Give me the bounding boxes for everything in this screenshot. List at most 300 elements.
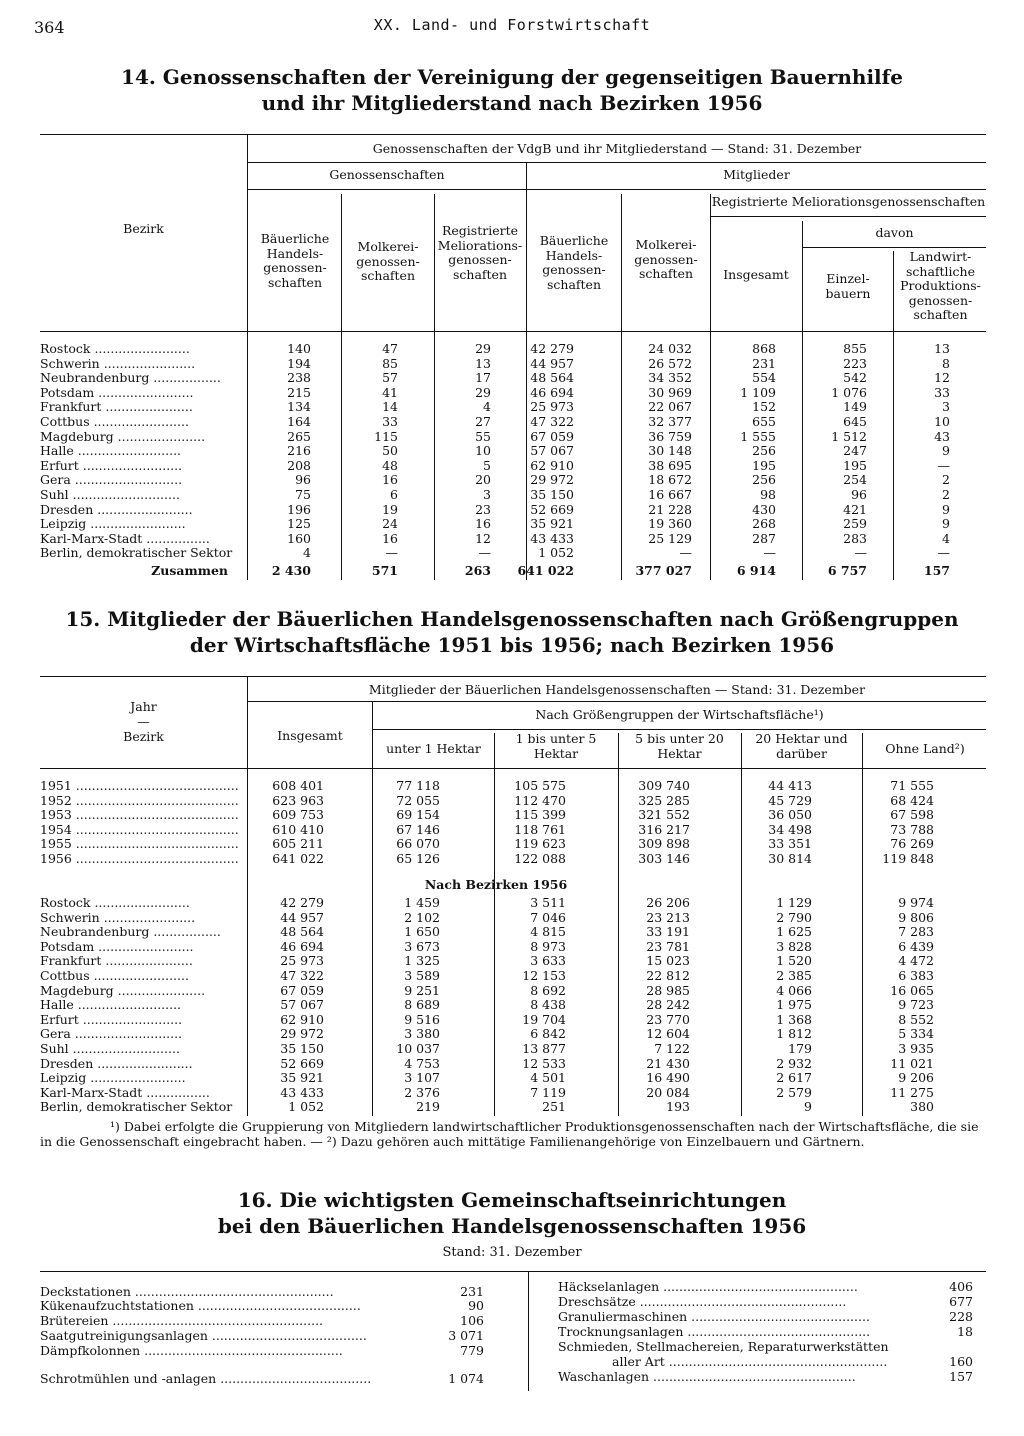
cell-value: 571 bbox=[371, 563, 398, 578]
cell-value: 2 385 bbox=[776, 968, 812, 983]
cell-value: 1 512 bbox=[831, 428, 867, 444]
list-item bbox=[558, 1355, 988, 1370]
cell-value: 9 516 bbox=[404, 1011, 440, 1027]
cell-value: 47 bbox=[382, 341, 398, 356]
cell-value: 11 021 bbox=[890, 1055, 934, 1071]
row-label: Gera ........................... bbox=[40, 1027, 183, 1042]
cell-value: 623 963 bbox=[272, 792, 324, 808]
cell-value: 8 692 bbox=[530, 982, 566, 998]
t15-head-jahr: Jahr bbox=[130, 699, 157, 714]
cell-value: 10 bbox=[475, 443, 491, 459]
cell-value: 96 bbox=[295, 472, 311, 488]
item-label: Deckstationen .................................................. bbox=[40, 1285, 334, 1299]
cell-value: 66 070 bbox=[396, 836, 440, 852]
cell-value: 309 898 bbox=[638, 836, 690, 852]
cell-value: 33 191 bbox=[646, 924, 690, 940]
item-label: Dämpfkolonnen .................................................. bbox=[40, 1344, 343, 1358]
cell-value: 12 153 bbox=[522, 968, 566, 983]
cell-value: 6 914 bbox=[736, 563, 776, 578]
cell-value: 65 126 bbox=[396, 851, 440, 866]
row-label: 1951 ......................................... bbox=[40, 779, 239, 793]
cell-value: — bbox=[937, 457, 950, 473]
list-item bbox=[558, 1340, 988, 1355]
t14-head-davon: davon bbox=[875, 225, 914, 240]
cell-value: 9 bbox=[804, 1099, 812, 1115]
cell-value: 112 470 bbox=[514, 792, 566, 808]
cell-value: 1 520 bbox=[776, 953, 812, 969]
cell-value: 4 bbox=[303, 545, 311, 561]
cell-value: 33 bbox=[934, 384, 950, 400]
row-label: Karl-Marx-Stadt ................ bbox=[40, 531, 210, 546]
cell-value: 13 bbox=[475, 355, 491, 371]
cell-value: 140 bbox=[287, 341, 311, 356]
cell-value: 19 bbox=[382, 501, 398, 517]
cell-value: 3 633 bbox=[530, 953, 566, 969]
cell-value: 13 877 bbox=[522, 1041, 566, 1056]
item-label: Brütereien ..................................................... bbox=[40, 1314, 324, 1328]
row-label: Potsdam ........................ bbox=[40, 385, 194, 400]
cell-value: 256 bbox=[752, 443, 776, 459]
table14-title-line2: und ihr Mitgliederstand nach Bezirken 1956 bbox=[261, 91, 763, 115]
list-item bbox=[558, 1295, 988, 1310]
item-label: Granuliermaschinen ............................................. bbox=[558, 1310, 870, 1324]
cell-value: 9 bbox=[942, 443, 950, 459]
row-label: Erfurt ......................... bbox=[40, 458, 183, 473]
list-item bbox=[558, 1280, 988, 1295]
cell-value: 14 bbox=[382, 399, 398, 415]
cell-value: 134 bbox=[287, 399, 311, 415]
cell-value: 655 bbox=[752, 414, 776, 429]
cell-value: 24 bbox=[382, 516, 398, 532]
cell-value: 35 921 bbox=[530, 516, 574, 532]
cell-value: 122 088 bbox=[514, 851, 566, 866]
cell-value: 52 669 bbox=[280, 1055, 324, 1071]
cell-value: 44 957 bbox=[530, 355, 574, 371]
cell-value: 430 bbox=[752, 501, 776, 517]
cell-value: 19 704 bbox=[522, 1011, 566, 1027]
cell-value: 52 669 bbox=[530, 501, 574, 517]
cell-value: 4 472 bbox=[898, 953, 934, 969]
t14-head-regmel: Registrierte Meliorationsgenossenschaften bbox=[711, 194, 986, 209]
cell-value: 17 bbox=[475, 370, 491, 386]
table16-title-line2: bei den Bäuerlichen Handelsgenossenschaften 1956 bbox=[217, 1214, 807, 1238]
t15-col-head: Ohne Land²) bbox=[885, 741, 965, 756]
cell-value: — bbox=[478, 545, 491, 561]
row-label: Schwerin ....................... bbox=[40, 356, 196, 371]
cell-value: 641 022 bbox=[272, 851, 324, 866]
row-label: Frankfurt ...................... bbox=[40, 954, 193, 969]
cell-value: 27 bbox=[475, 414, 491, 429]
cell-value: — bbox=[385, 545, 398, 561]
cell-value: 3 380 bbox=[404, 1026, 440, 1042]
cell-value: — bbox=[937, 545, 950, 561]
cell-value: 287 bbox=[752, 530, 776, 546]
cell-value: 42 279 bbox=[280, 895, 324, 910]
row-label: Karl-Marx-Stadt ................ bbox=[40, 1085, 210, 1100]
cell-value: 1 076 bbox=[831, 384, 867, 400]
cell-value: 321 552 bbox=[638, 807, 690, 823]
cell-value: 71 555 bbox=[890, 778, 934, 793]
cell-value: 421 bbox=[843, 501, 867, 517]
row-label: Erfurt ......................... bbox=[40, 1012, 183, 1027]
cell-value: 119 848 bbox=[882, 851, 934, 866]
cell-value: 6 757 bbox=[827, 563, 867, 578]
cell-value: 29 bbox=[475, 341, 491, 356]
row-label: Zusammen bbox=[151, 564, 228, 578]
cell-value: 7 046 bbox=[530, 909, 566, 925]
cell-value: 259 bbox=[843, 516, 867, 532]
cell-value: 28 242 bbox=[646, 997, 690, 1013]
cell-value: 76 269 bbox=[890, 836, 934, 852]
cell-value: 67 059 bbox=[530, 428, 574, 444]
row-label: Gera ........................... bbox=[40, 473, 183, 488]
t15-head-dash: — bbox=[137, 714, 150, 729]
cell-value: 1 650 bbox=[404, 924, 440, 940]
cell-value: 8 552 bbox=[898, 1011, 934, 1027]
cell-value: 55 bbox=[475, 428, 491, 444]
cell-value: 23 213 bbox=[646, 909, 690, 925]
cell-value: 23 781 bbox=[646, 938, 690, 954]
cell-value: 11 275 bbox=[890, 1084, 934, 1100]
cell-value: 380 bbox=[910, 1099, 934, 1115]
cell-value: 33 bbox=[382, 414, 398, 429]
cell-value: 3 673 bbox=[404, 938, 440, 954]
cell-value: 25 129 bbox=[648, 530, 692, 546]
cell-value: 125 bbox=[287, 516, 311, 532]
row-label: Potsdam ........................ bbox=[40, 939, 194, 954]
cell-value: 41 bbox=[382, 384, 398, 400]
cell-value: 2 bbox=[942, 472, 950, 488]
t14-col-head: Bäuerliche Handels- genossen- schaften bbox=[539, 233, 609, 292]
cell-value: 35 150 bbox=[530, 487, 574, 502]
cell-value: 16 065 bbox=[890, 982, 934, 998]
cell-value: 26 572 bbox=[648, 355, 692, 371]
cell-value: 9 251 bbox=[404, 982, 440, 998]
item-label: Saatgutreinigungsanlagen ....................................... bbox=[40, 1329, 367, 1343]
cell-value: 57 067 bbox=[280, 997, 324, 1013]
cell-value: 25 973 bbox=[530, 399, 574, 415]
cell-value: 1 625 bbox=[776, 924, 812, 940]
row-label: Dresden ........................ bbox=[40, 502, 193, 517]
cell-value: 19 360 bbox=[648, 516, 692, 532]
cell-value: 283 bbox=[843, 530, 867, 546]
cell-value: 69 154 bbox=[396, 807, 440, 823]
cell-value: 4 bbox=[942, 530, 950, 546]
cell-value: 115 bbox=[374, 428, 398, 444]
cell-value: 42 279 bbox=[530, 341, 574, 356]
row-label: Neubrandenburg ................. bbox=[40, 371, 221, 386]
cell-value: 26 206 bbox=[646, 895, 690, 910]
table16-title-line1: 16. Die wichtigsten Gemeinschaftseinrichtungen bbox=[237, 1188, 787, 1212]
cell-value: 67 598 bbox=[890, 807, 934, 823]
cell-value: 29 bbox=[475, 384, 491, 400]
cell-value: 605 211 bbox=[272, 836, 324, 852]
item-value: 18 bbox=[957, 1324, 973, 1339]
row-label: 1956 ......................................... bbox=[40, 852, 239, 866]
item-value: 157 bbox=[949, 1369, 973, 1384]
row-label: Cottbus ........................ bbox=[40, 969, 189, 983]
row-label: Frankfurt ...................... bbox=[40, 400, 193, 415]
cell-value: 157 bbox=[923, 563, 950, 578]
t15-col-head: 20 Hektar und darüber bbox=[755, 731, 848, 761]
item-value: 228 bbox=[949, 1309, 973, 1324]
cell-value: 7 122 bbox=[654, 1041, 690, 1056]
row-label: Dresden ........................ bbox=[40, 1056, 193, 1071]
item-label: Waschanlagen ................................................... bbox=[558, 1370, 856, 1384]
row-label: Berlin, demokratischer Sektor bbox=[40, 1100, 233, 1115]
row-label: Schwerin ....................... bbox=[40, 910, 196, 925]
t14-head-top: Genossenschaften der VdgB und ihr Mitgliederstand — Stand: 31. Dezember bbox=[372, 141, 862, 156]
t14-col-head: Bäuerliche Handels- genossen- schaften bbox=[260, 231, 330, 290]
cell-value: 3 511 bbox=[530, 895, 566, 910]
cell-value: 48 564 bbox=[280, 924, 324, 940]
cell-value: 35 150 bbox=[280, 1041, 324, 1056]
cell-value: 542 bbox=[843, 370, 867, 386]
cell-value: 35 921 bbox=[280, 1070, 324, 1086]
t15-head-insgesamt: Insgesamt bbox=[277, 728, 343, 743]
cell-value: 9 723 bbox=[898, 997, 934, 1013]
cell-value: 77 118 bbox=[396, 778, 440, 793]
cell-value: 309 740 bbox=[638, 778, 690, 793]
row-label: Suhl ........................... bbox=[40, 488, 180, 502]
cell-value: 20 bbox=[475, 472, 491, 488]
item-value: 231 bbox=[460, 1284, 484, 1299]
cell-value: 57 067 bbox=[530, 443, 574, 459]
cell-value: 10 037 bbox=[396, 1041, 440, 1056]
cell-value: 238 bbox=[287, 370, 311, 386]
item-label: Schmieden, Stellmachereien, Reparaturwerkstätten bbox=[558, 1340, 889, 1354]
cell-value: 8 689 bbox=[404, 997, 440, 1013]
cell-value: 6 439 bbox=[898, 938, 934, 954]
row-label: 1954 ......................................... bbox=[40, 822, 239, 837]
cell-value: 16 bbox=[382, 472, 398, 488]
item-label: Trocknungsanlagen .............................................. bbox=[558, 1325, 871, 1339]
cell-value: 2 790 bbox=[776, 909, 812, 925]
cell-value: 44 413 bbox=[768, 778, 812, 793]
cell-value: 67 146 bbox=[396, 821, 440, 837]
cell-value: 12 533 bbox=[522, 1055, 566, 1071]
cell-value: 7 283 bbox=[898, 924, 934, 940]
t14-col-head: Molkerei- genossen- schaften bbox=[634, 237, 698, 281]
cell-value: 1 975 bbox=[776, 997, 812, 1013]
cell-value: 16 667 bbox=[648, 487, 692, 502]
cell-value: 8 438 bbox=[530, 997, 566, 1013]
cell-value: 4 501 bbox=[530, 1070, 566, 1086]
t15-head-nach: Nach Größengruppen der Wirtschaftsfläche¹) bbox=[535, 707, 824, 722]
row-label: Berlin, demokratischer Sektor bbox=[40, 546, 233, 561]
t14-col-head: Landwirt- schaftliche Produktions- genossen- schaften bbox=[900, 249, 981, 322]
row-label: Magdeburg ...................... bbox=[40, 429, 206, 444]
t14-col-head: Insgesamt bbox=[723, 267, 789, 282]
cell-value: 9 206 bbox=[898, 1070, 934, 1086]
list-item bbox=[558, 1325, 988, 1340]
cell-value: 22 812 bbox=[646, 968, 690, 983]
cell-value: 22 067 bbox=[648, 399, 692, 415]
row-label: 1955 ......................................... bbox=[40, 837, 239, 852]
cell-value: 6 842 bbox=[530, 1026, 566, 1042]
row-label: Magdeburg ...................... bbox=[40, 983, 206, 998]
t15-col-head: 1 bis unter 5 Hektar bbox=[515, 731, 597, 761]
cell-value: 263 bbox=[464, 563, 491, 578]
item-label: Dreschsätze .................................................... bbox=[558, 1295, 847, 1309]
t15-head-top: Mitglieder der Bäuerlichen Handelsgenossenschaften — Stand: 31. Dezember bbox=[368, 682, 866, 697]
table15-title-line2: der Wirtschaftsfläche 1951 bis 1956; nach Bezirken 1956 bbox=[189, 633, 835, 657]
cell-value: 1 052 bbox=[288, 1099, 324, 1115]
list-item bbox=[40, 1344, 488, 1359]
cell-value: 4 753 bbox=[404, 1055, 440, 1071]
cell-value: 72 055 bbox=[396, 792, 440, 808]
cell-value: 608 401 bbox=[272, 778, 324, 793]
cell-value: 149 bbox=[843, 399, 867, 415]
cell-value: 13 bbox=[934, 341, 950, 356]
cell-value: 25 973 bbox=[280, 953, 324, 969]
cell-value: 215 bbox=[287, 384, 311, 400]
cell-value: 67 059 bbox=[280, 982, 324, 998]
t15-col-head: 5 bis unter 20 Hektar bbox=[635, 731, 724, 761]
list-item bbox=[558, 1370, 988, 1385]
cell-value: 24 032 bbox=[648, 341, 692, 356]
running-head: XX. Land- und Forstwirtschaft bbox=[373, 16, 651, 34]
cell-value: 118 761 bbox=[514, 821, 566, 837]
cell-value: 196 bbox=[287, 501, 311, 517]
cell-value: 48 564 bbox=[530, 370, 574, 386]
list-item bbox=[40, 1314, 488, 1329]
row-label: 1953 ......................................... bbox=[40, 808, 239, 823]
t14-col-head: Molkerei- genossen- schaften bbox=[356, 239, 420, 283]
cell-value: 4 066 bbox=[776, 982, 812, 998]
cell-value: 303 146 bbox=[638, 851, 690, 866]
cell-value: — bbox=[854, 545, 867, 561]
cell-value: 12 bbox=[934, 370, 950, 386]
cell-value: 68 424 bbox=[890, 792, 934, 808]
cell-value: 48 bbox=[382, 457, 398, 473]
cell-value: 2 376 bbox=[404, 1084, 440, 1100]
cell-value: 8 bbox=[942, 355, 950, 371]
t14-head-bezirk: Bezirk bbox=[123, 221, 164, 236]
cell-value: 119 623 bbox=[514, 836, 566, 852]
cell-value: 43 433 bbox=[280, 1084, 324, 1100]
page-number: 364 bbox=[34, 18, 65, 37]
cell-value: 34 498 bbox=[768, 821, 812, 837]
cell-value: 3 828 bbox=[776, 938, 812, 954]
cell-value: 9 bbox=[942, 516, 950, 532]
cell-value: 1 325 bbox=[404, 953, 440, 969]
t15-head-bezirk: Bezirk bbox=[123, 729, 164, 744]
cell-value: 2 617 bbox=[776, 1070, 812, 1086]
t15-subheading: Nach Bezirken 1956 bbox=[424, 877, 568, 892]
cell-value: 1 555 bbox=[740, 428, 776, 444]
cell-value: — bbox=[763, 545, 776, 561]
item-value: 677 bbox=[949, 1294, 973, 1309]
cell-value: 3 bbox=[483, 487, 491, 502]
row-label: Neubrandenburg ................. bbox=[40, 925, 221, 940]
cell-value: 15 023 bbox=[646, 953, 690, 969]
cell-value: 12 604 bbox=[646, 1026, 690, 1042]
cell-value: 10 bbox=[934, 414, 950, 429]
cell-value: 105 575 bbox=[514, 778, 566, 793]
cell-value: 85 bbox=[382, 355, 398, 371]
cell-value: 28 985 bbox=[646, 982, 690, 998]
cell-value: 316 217 bbox=[638, 821, 690, 837]
cell-value: 46 694 bbox=[530, 384, 574, 400]
t14-col-head: Registrierte Meliorations- genossen- schaften bbox=[437, 223, 523, 282]
cell-value: 609 753 bbox=[272, 807, 324, 823]
cell-value: 34 352 bbox=[648, 370, 692, 386]
cell-value: 21 430 bbox=[646, 1055, 690, 1071]
cell-value: 29 972 bbox=[530, 472, 574, 488]
item-label: Häckselanlagen ................................................. bbox=[558, 1280, 858, 1294]
cell-value: 2 bbox=[942, 487, 950, 502]
cell-value: 33 351 bbox=[768, 836, 812, 852]
cell-value: 254 bbox=[843, 472, 867, 488]
cell-value: 29 972 bbox=[280, 1026, 324, 1042]
item-value: 1 074 bbox=[448, 1371, 484, 1386]
list-item bbox=[40, 1372, 488, 1387]
table14-title-line1: 14. Genossenschaften der Vereinigung der gegenseitigen Bauernhilfe bbox=[121, 65, 903, 89]
cell-value: 38 695 bbox=[648, 457, 692, 473]
cell-value: 247 bbox=[843, 443, 867, 459]
cell-value: 645 bbox=[843, 414, 867, 429]
cell-value: 223 bbox=[843, 355, 867, 371]
cell-value: 16 bbox=[382, 530, 398, 546]
cell-value: 160 bbox=[287, 530, 311, 546]
item-label: Kükenaufzuchtstationen ......................................... bbox=[40, 1299, 361, 1313]
row-label: Leipzig ........................ bbox=[40, 1071, 186, 1086]
cell-value: 216 bbox=[287, 443, 311, 459]
cell-value: 1 812 bbox=[776, 1026, 812, 1042]
t15-col-head: unter 1 Hektar bbox=[386, 741, 481, 756]
t14-col-head: Einzel- bauern bbox=[825, 271, 871, 301]
cell-value: 62 910 bbox=[280, 1011, 324, 1027]
cell-value: 610 410 bbox=[272, 821, 324, 837]
cell-value: 6 383 bbox=[898, 968, 934, 983]
cell-value: 7 119 bbox=[530, 1084, 566, 1100]
cell-value: — bbox=[679, 545, 692, 561]
item-value: 3 071 bbox=[448, 1328, 484, 1343]
cell-value: 1 459 bbox=[404, 895, 440, 910]
cell-value: 30 814 bbox=[768, 851, 812, 866]
cell-value: 98 bbox=[760, 487, 776, 502]
cell-value: 30 969 bbox=[648, 384, 692, 400]
cell-value: 325 285 bbox=[638, 792, 690, 808]
cell-value: 1 129 bbox=[776, 895, 812, 910]
cell-value: 1 368 bbox=[776, 1011, 812, 1027]
list-item bbox=[40, 1329, 488, 1344]
item-value: 160 bbox=[949, 1354, 973, 1369]
item-label: aller Art ....................................................... bbox=[612, 1355, 888, 1369]
cell-value: 16 490 bbox=[646, 1070, 690, 1086]
row-label: Rostock ........................ bbox=[40, 342, 190, 356]
cell-value: 3 935 bbox=[898, 1041, 934, 1056]
cell-value: 43 bbox=[934, 428, 950, 444]
cell-value: 194 bbox=[287, 355, 311, 371]
cell-value: 251 bbox=[542, 1099, 566, 1115]
cell-value: 20 084 bbox=[646, 1084, 690, 1100]
row-label: 1952 ......................................... bbox=[40, 793, 239, 808]
cell-value: 47 322 bbox=[280, 968, 324, 983]
cell-value: 12 bbox=[475, 530, 491, 546]
row-label: Rostock ........................ bbox=[40, 896, 190, 910]
cell-value: 45 729 bbox=[768, 792, 812, 808]
table16-stand: Stand: 31. Dezember bbox=[442, 1245, 582, 1260]
cell-value: 2 579 bbox=[776, 1084, 812, 1100]
cell-value: 115 399 bbox=[514, 807, 566, 823]
cell-value: 47 322 bbox=[530, 414, 574, 429]
cell-value: 96 bbox=[851, 487, 867, 502]
cell-value: 23 770 bbox=[646, 1011, 690, 1027]
t14-head-genossenschaften: Genossenschaften bbox=[329, 167, 445, 182]
cell-value: 868 bbox=[752, 341, 776, 356]
